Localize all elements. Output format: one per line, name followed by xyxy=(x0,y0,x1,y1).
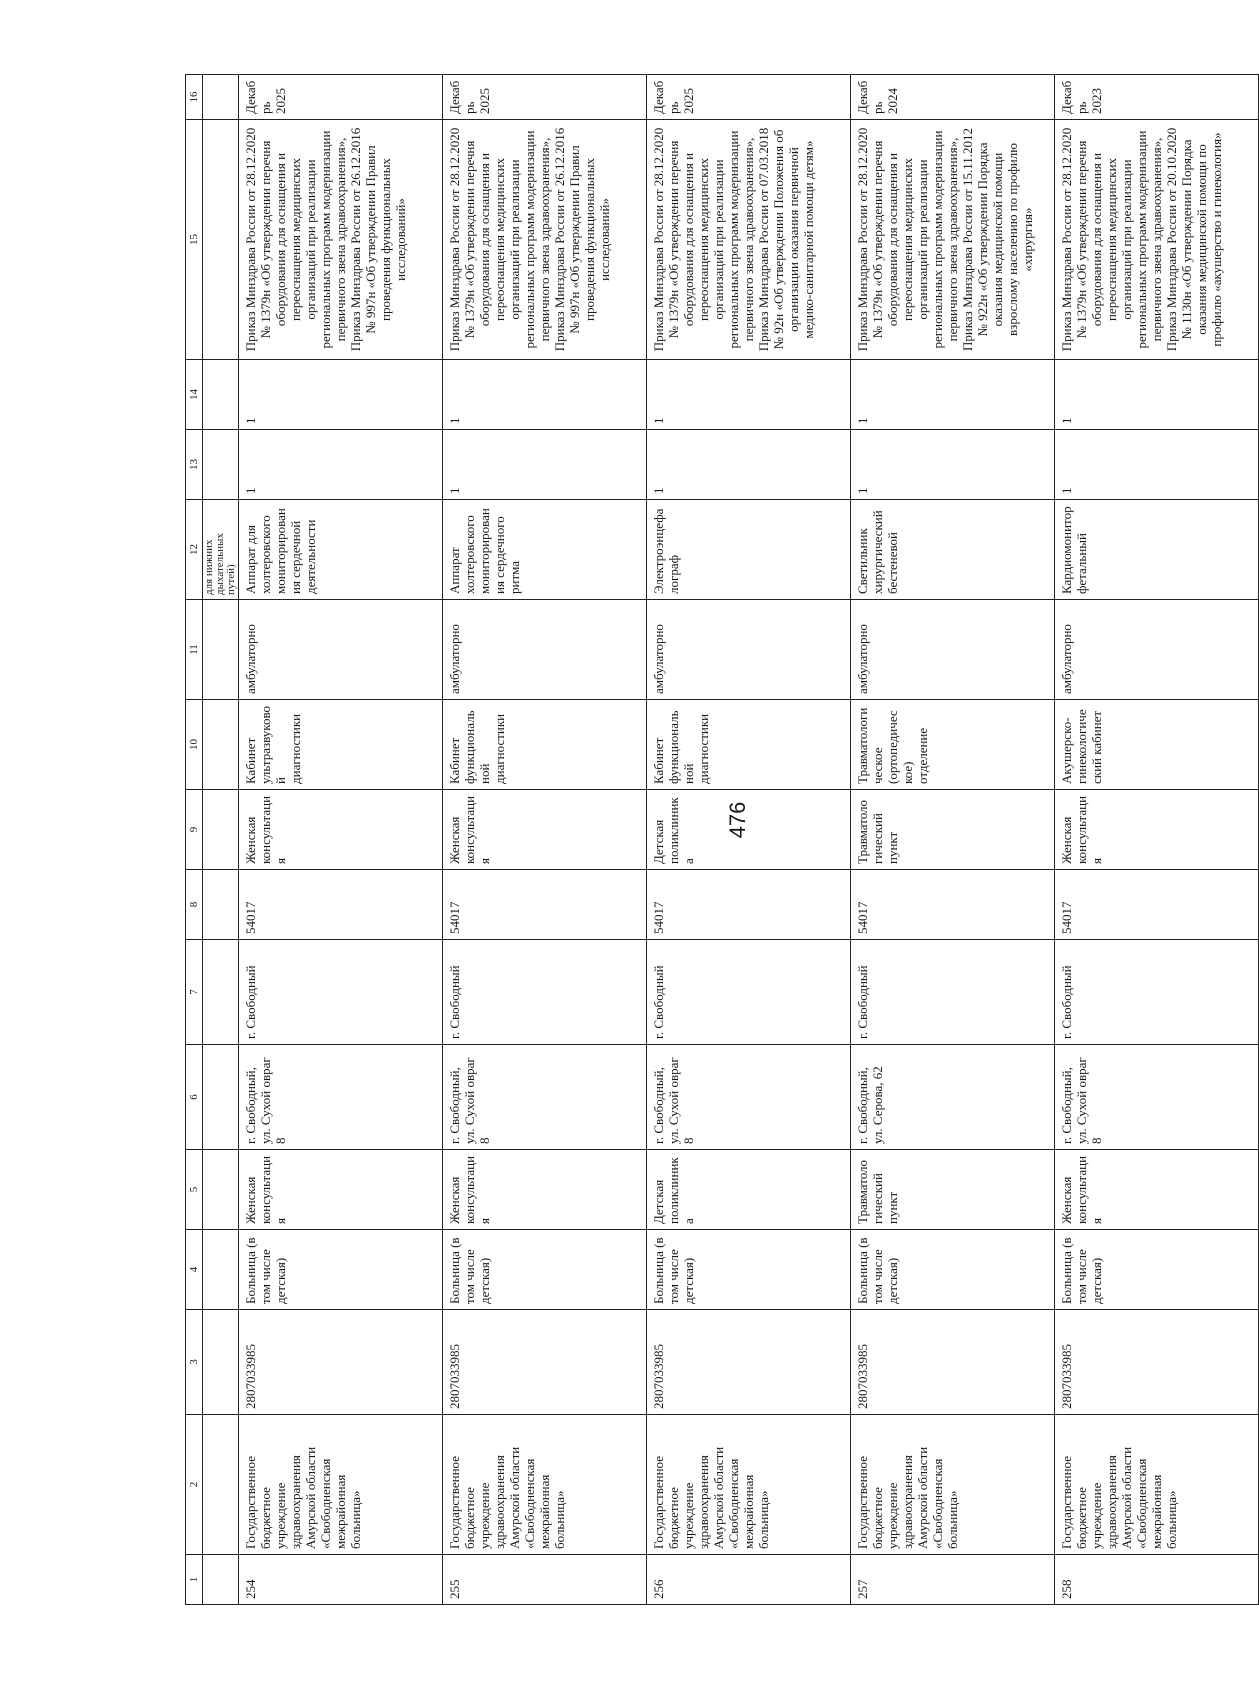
column-number: 11 xyxy=(186,600,203,700)
page-number: 476 xyxy=(725,801,750,839)
quantity-total: 1 xyxy=(1055,360,1259,430)
column-number: 8 xyxy=(186,870,203,940)
quantity: 1 xyxy=(647,430,851,500)
row-number: 256 xyxy=(647,1555,851,1605)
row-number: 257 xyxy=(851,1555,1055,1605)
quantity-total: 1 xyxy=(647,360,851,430)
quantity: 1 xyxy=(443,430,647,500)
legal-basis: Приказ Минздрава России от 28.12.2020 № 1379н «Об утверждении перечня оборудования для оснащения и переоснащения медицинских организаций при реализации региональных программ модернизации первичного звена здравоохранения», Приказ Минздрава России от 26.12.2016 № 997н «Об утверждении Правил проведения функциональных исследований» xyxy=(443,120,647,360)
deadline: Декабрь 2025 xyxy=(239,75,443,120)
column-number-row xyxy=(186,75,203,1605)
settlement: г. Свободный xyxy=(239,940,443,1045)
code: 54017 xyxy=(647,870,851,940)
structural-unit: Детская поликлиника xyxy=(647,790,851,870)
table-row xyxy=(647,75,851,1605)
quantity-total: 1 xyxy=(443,360,647,430)
settlement: г. Свободный xyxy=(647,940,851,1045)
care-condition: амбулаторно xyxy=(647,600,851,700)
inn: 2807033985 xyxy=(1055,1310,1259,1415)
table-row xyxy=(443,75,647,1605)
subdivision: Детская поликлиника xyxy=(647,1150,851,1230)
quantity-total: 1 xyxy=(239,360,443,430)
address: г. Свободный, ул. Сухой овраг 8 xyxy=(443,1045,647,1150)
equipment-table xyxy=(185,74,1259,1605)
structural-unit: Женская консультация xyxy=(1055,790,1259,870)
row-number: 255 xyxy=(443,1555,647,1605)
cabinet: Акушерско-гинекологический кабинет xyxy=(1055,700,1259,790)
structural-unit: Травматологический пункт xyxy=(851,790,1055,870)
row-number: 258 xyxy=(1055,1555,1259,1605)
subdivision: Травматологический пункт xyxy=(851,1150,1055,1230)
row-number: 254 xyxy=(239,1555,443,1605)
equipment-name: Аппарат холтеровского мониторирования сердечного ритма xyxy=(443,500,647,600)
care-condition: амбулаторно xyxy=(1055,600,1259,700)
quantity: 1 xyxy=(1055,430,1259,500)
organization-name: Государственное бюджетное учреждение здравоохранения Амурской области «Свободненская межрайонная больница» xyxy=(239,1415,443,1555)
column-number: 4 xyxy=(186,1230,203,1310)
code: 54017 xyxy=(851,870,1055,940)
column-number: 2 xyxy=(186,1415,203,1555)
organization-name: Государственное бюджетное учреждение здравоохранения Амурской области «Свободненская больница» xyxy=(851,1415,1055,1555)
care-condition: амбулаторно xyxy=(851,600,1055,700)
column-number: 3 xyxy=(186,1310,203,1415)
subdivision: Женская консультация xyxy=(443,1150,647,1230)
inn: 2807033985 xyxy=(647,1310,851,1415)
inn: 2807033985 xyxy=(851,1310,1055,1415)
column-number: 16 xyxy=(186,75,203,120)
settlement: г. Свободный xyxy=(851,940,1055,1045)
table-row xyxy=(239,75,443,1605)
structural-unit: Женская консультация xyxy=(239,790,443,870)
cabinet: Кабинет функциональной диагностики xyxy=(443,700,647,790)
organization-name: Государственное бюджетное учреждение здравоохранения Амурской области «Свободненская межрайонная больница» xyxy=(647,1415,851,1555)
organization-name: Государственное бюджетное учреждение здравоохранения Амурской области «Свободненская межрайонная больница» xyxy=(1055,1415,1259,1555)
subdivision: Женская консультация xyxy=(239,1150,443,1230)
address: г. Свободный, ул. Сухой овраг 8 xyxy=(1055,1045,1259,1150)
column-number: 14 xyxy=(186,360,203,430)
subdivision: Женская консультация xyxy=(1055,1150,1259,1230)
column-number: 15 xyxy=(186,120,203,360)
legal-basis: Приказ Минздрава России от 28.12.2020 № 1379н «Об утверждении перечня оборудования для оснащения и переоснащения медицинских организаций при реализации региональных программ модернизации первичного звена здравоохранения», Приказ Минздрава России от 07.03.2018 № 92н «Об утверждении Положения об организации оказания первичной медико-санитарной помощи детям» xyxy=(647,120,851,360)
equipment-name: Аппарат для холтеровского мониторирования сердечной деятельности xyxy=(239,500,443,600)
quantity-total: 1 xyxy=(851,360,1055,430)
equipment-name: Светильник хирургический бестеневой xyxy=(851,500,1055,600)
continuation-text: для нижних дыхательных путей) xyxy=(203,500,239,600)
cabinet: Травматологическое (ортопедическое) отделение xyxy=(851,700,1055,790)
organization-type: Больница (в том числе детская) xyxy=(239,1230,443,1310)
cabinet: Кабинет ультразвуковой диагностики xyxy=(239,700,443,790)
organization-type: Больница (в том числе детская) xyxy=(1055,1230,1259,1310)
deadline: Декабрь 2023 xyxy=(1055,75,1259,120)
settlement: г. Свободный xyxy=(443,940,647,1045)
column-number: 10 xyxy=(186,700,203,790)
care-condition: амбулаторно xyxy=(239,600,443,700)
column-number: 12 xyxy=(186,500,203,600)
column-number: 6 xyxy=(186,1045,203,1150)
code: 54017 xyxy=(443,870,647,940)
legal-basis: Приказ Минздрава России от 28.12.2020 № 1379н «Об утверждении перечня оборудования для оснащения и переоснащения медицинских организаций при реализации региональных программ модернизации первичного звена здравоохранения», Приказ Минздрава России от 20.10.2020 № 1130н «Об утверждении Порядка оказания медицинской помощи по профилю «акушерство и гинекология» xyxy=(1055,120,1259,360)
organization-type: Больница (в том числе детская) xyxy=(647,1230,851,1310)
cabinet: Кабинет функциональной диагностики xyxy=(647,700,851,790)
address: г. Свободный, ул. Серова, 62 xyxy=(851,1045,1055,1150)
table-row xyxy=(851,75,1055,1605)
rotated-table-wrapper xyxy=(185,75,1225,1605)
address: г. Свободный, ул. Сухой овраг 8 xyxy=(239,1045,443,1150)
code: 54017 xyxy=(239,870,443,940)
deadline: Декабрь 2025 xyxy=(443,75,647,120)
structural-unit: Женская консультация xyxy=(443,790,647,870)
code: 54017 xyxy=(1055,870,1259,940)
column-number: 7 xyxy=(186,940,203,1045)
quantity: 1 xyxy=(239,430,443,500)
deadline: Декабрь 2025 xyxy=(647,75,851,120)
organization-type: Больница (в том числе детская) xyxy=(443,1230,647,1310)
care-condition: амбулаторно xyxy=(443,600,647,700)
column-number: 9 xyxy=(186,790,203,870)
equipment-name: Электроэнцефалограф xyxy=(647,500,851,600)
legal-basis: Приказ Минздрава России от 28.12.2020 № 1379н «Об утверждении перечня оборудования для оснащения и переоснащения медицинских организаций при реализации региональных программ модернизации первичного звена здравоохранения», Приказ Минздрава России от 26.12.2016 № 997н «Об утверждении Правил проведения функциональных исследований» xyxy=(239,120,443,360)
equipment-name: Кардиомонитор фетальный xyxy=(1055,500,1259,600)
legal-basis: Приказ Минздрава России от 28.12.2020 № 1379н «Об утверждении перечня оборудования для оснащения и переоснащения медицинских организаций при реализации региональных программ модернизации первичного звена здравоохранения», Приказ Минздрава России от 15.11.2012 № 922н «Об утверждении Порядка оказания медицинской помощи взрослому населению по профилю «хирургия» xyxy=(851,120,1055,360)
inn: 2807033985 xyxy=(443,1310,647,1415)
column-number: 5 xyxy=(186,1150,203,1230)
quantity: 1 xyxy=(851,430,1055,500)
deadline: Декабрь 2024 xyxy=(851,75,1055,120)
organization-name: Государственное бюджетное учреждение здравоохранения Амурской области «Свободненская межрайонная больница» xyxy=(443,1415,647,1555)
inn: 2807033985 xyxy=(239,1310,443,1415)
address: г. Свободный, ул. Сухой овраг 8 xyxy=(647,1045,851,1150)
column-number: 13 xyxy=(186,430,203,500)
settlement: г. Свободный xyxy=(1055,940,1259,1045)
column-number: 1 xyxy=(186,1555,203,1605)
organization-type: Больница (в том числе детская) xyxy=(851,1230,1055,1310)
table-row xyxy=(1055,75,1259,1605)
continuation-row xyxy=(203,75,239,1605)
